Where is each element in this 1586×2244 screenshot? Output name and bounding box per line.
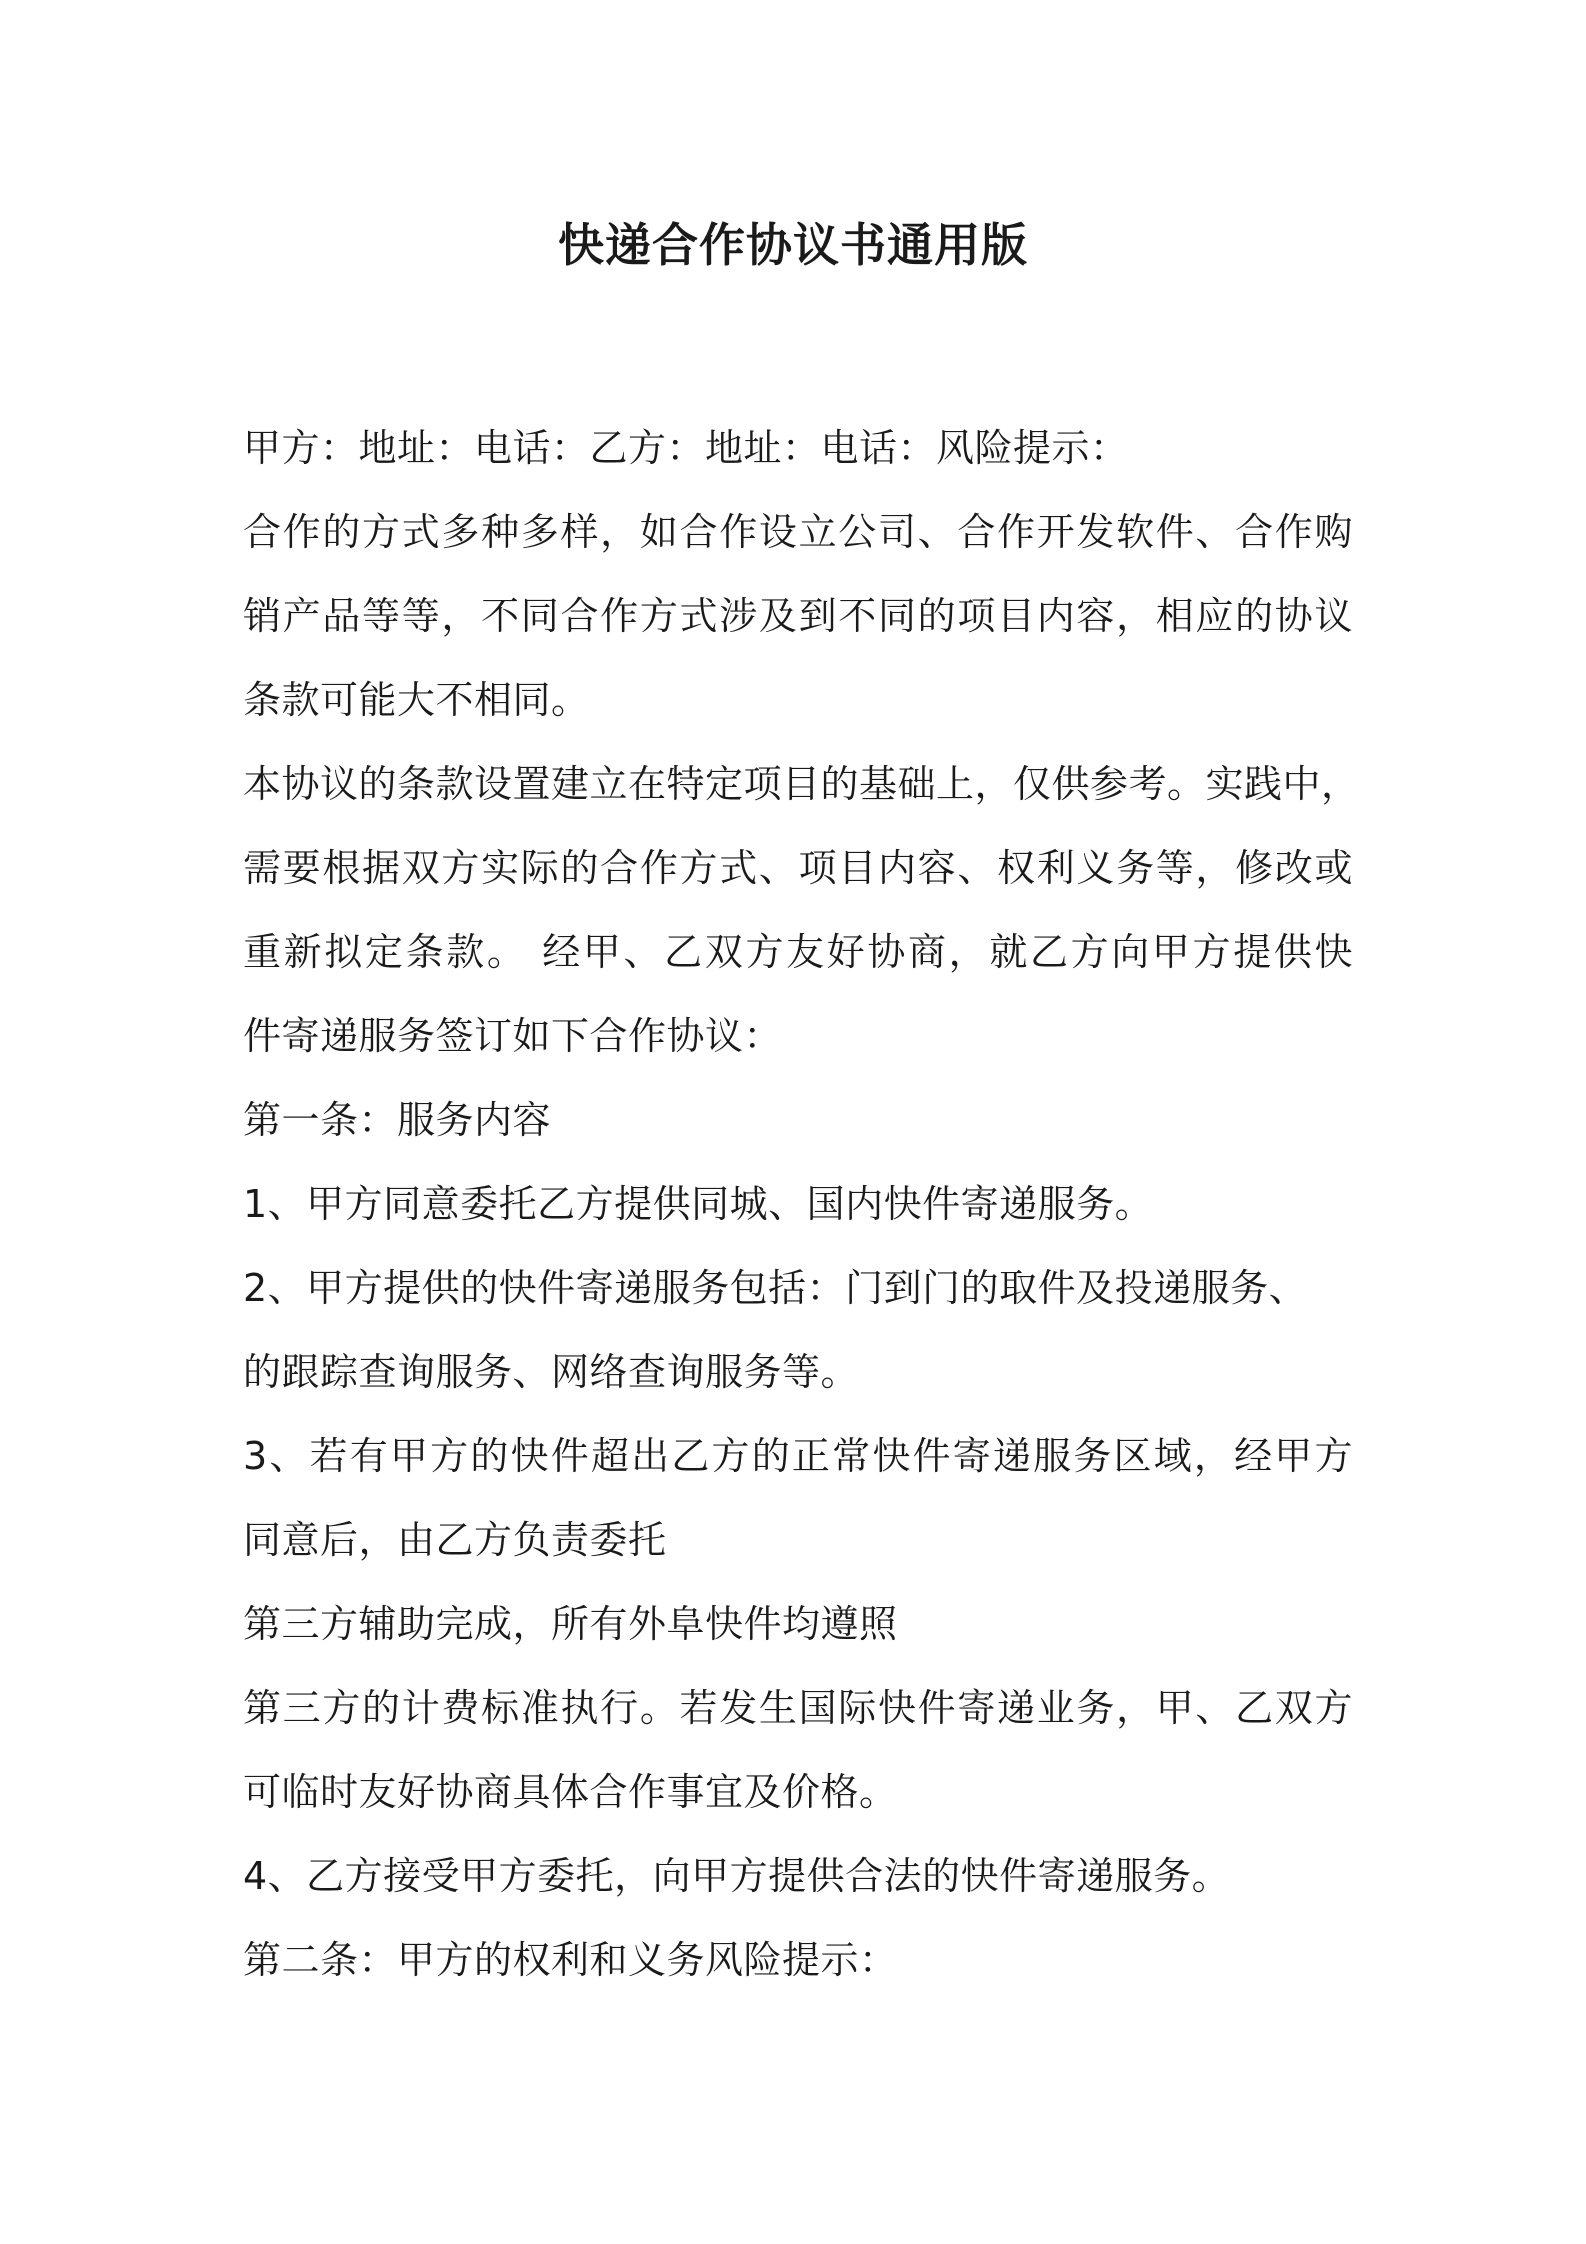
document-title: 快递合作协议书通用版 <box>558 218 1028 272</box>
paragraph-line: 合作的方式多种多样，如合作设立公司、合作开发软件、合作购 <box>243 510 1353 554</box>
clause-line: 1、甲方同意委托乙方提供同城、国内快件寄递服务。 <box>243 1182 1154 1226</box>
paragraph-line: 件寄递服务签订如下合作协议： <box>243 1014 783 1058</box>
section-heading: 第一条：服务内容 <box>243 1098 552 1142</box>
clause-line: 4、乙方接受甲方委托，向甲方提供合法的快件寄递服务。 <box>243 1854 1231 1898</box>
clause-line: 3、若有甲方的快件超出乙方的正常快件寄递服务区域，经甲方 <box>243 1434 1353 1478</box>
clause-line: 的跟踪查询服务、网络查询服务等。 <box>243 1350 860 1394</box>
clause-line: 第三方的计费标准执行。若发生国际快件寄递业务，甲、乙双方 <box>243 1686 1353 1730</box>
paragraph-line: 销产品等等，不同合作方式涉及到不同的项目内容，相应的协议 <box>243 594 1353 638</box>
clause-line: 2、甲方提供的快件寄递服务包括：门到门的取件及投递服务、 <box>243 1266 1308 1310</box>
paragraph-line: 本协议的条款设置建立在特定项目的基础上，仅供参考。实践中， <box>243 762 1360 806</box>
paragraph-line: 需要根据双方实际的合作方式、项目内容、权利义务等，修改或 <box>243 846 1353 890</box>
section-heading: 第二条：甲方的权利和义务风险提示： <box>243 1938 898 1982</box>
clause-line: 可临时友好协商具体合作事宜及价格。 <box>243 1770 898 1814</box>
clause-line: 同意后，由乙方负责委托 <box>243 1518 667 1562</box>
paragraph-line: 条款可能大不相同。 <box>243 678 590 722</box>
paragraph-line: 重新拟定条款。 经甲、乙双方友好协商，就乙方向甲方提供快 <box>243 930 1353 974</box>
document-body <box>243 406 1360 2002</box>
party-info-line: 甲方：地址：电话：乙方：地址：电话：风险提示： <box>243 426 1129 470</box>
clause-line: 第三方辅助完成，所有外阜快件均遵照 <box>243 1602 898 1646</box>
